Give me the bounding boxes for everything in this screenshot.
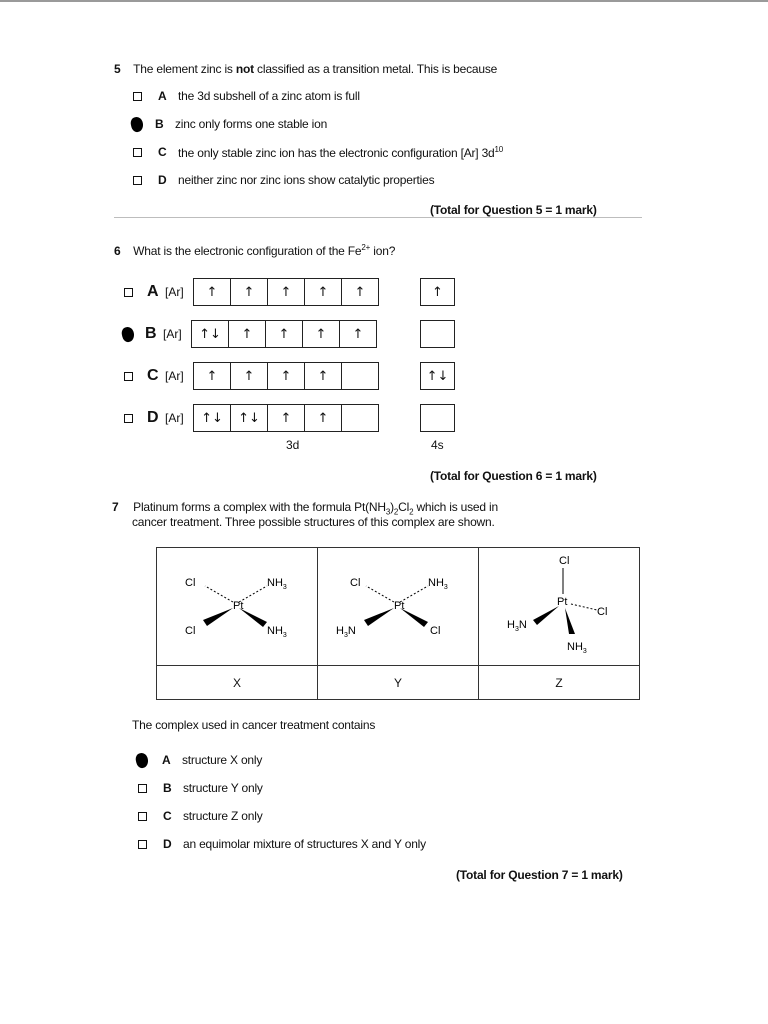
svg-text:Cl: Cl	[430, 625, 441, 637]
checkbox[interactable]	[133, 176, 142, 185]
question-7-stem-line2: cancer treatment. Three possible structures of this complex are shown.	[132, 515, 495, 529]
svg-text:Cl: Cl	[597, 606, 608, 618]
svg-text:NH3: $NH_3$	[428, 577, 448, 591]
checkbox-filled[interactable]	[121, 325, 136, 342]
svg-text:Cl: Cl	[185, 577, 196, 589]
top-border	[0, 0, 768, 2]
section-divider	[114, 217, 642, 218]
question-7-stem: 7 Platinum forms a complex with the formula $Pt(NH_3)_2Cl_2$ which is used in	[112, 500, 498, 517]
3d-orbitals: ↑ ↑ ↑ ↑ ↑	[193, 278, 379, 306]
3d-orbitals: ↑↓ ↑ ↑ ↑ ↑	[191, 320, 377, 348]
checkbox[interactable]	[124, 372, 133, 381]
structures-table	[156, 547, 640, 700]
q7-option-c[interactable]: C structure Z only	[138, 807, 263, 825]
svg-text:Pt: Pt	[557, 596, 568, 608]
checkbox[interactable]	[133, 92, 142, 101]
svg-text:NH3: $NH_3$	[567, 641, 587, 655]
q7-option-a[interactable]: A structure X only	[138, 751, 262, 769]
svg-text:Cl: Cl	[185, 625, 196, 637]
checkbox[interactable]	[138, 784, 147, 793]
checkbox[interactable]	[124, 414, 133, 423]
q6-option-d[interactable]: D [Ar] ↑↓ ↑↓ ↑ ↑	[124, 403, 379, 433]
label-3d: 3d	[286, 438, 300, 452]
svg-text:H3N: $H_3N$	[507, 619, 527, 633]
question-6-stem: 6 What is the electronic configuration of the $Fe^{2+}$ ion?	[114, 243, 396, 258]
svg-text:Pt: Pt	[233, 600, 244, 612]
q5-option-c[interactable]: C the only stable zinc ion has the electronic configuration [Ar] $3d^{10}$	[133, 143, 503, 161]
checkbox[interactable]	[138, 812, 147, 821]
checkbox-filled[interactable]	[135, 751, 150, 768]
structure-y	[318, 548, 479, 666]
4s-orbital-c: ↑↓	[420, 362, 455, 390]
structure-z	[479, 548, 640, 666]
question-number: 5	[114, 62, 121, 76]
q6-option-c[interactable]: C [Ar] ↑ ↑ ↑ ↑	[124, 361, 379, 391]
svg-text:Cl: Cl	[559, 555, 570, 567]
q7-total: (Total for Question 7 = 1 mark)	[456, 868, 623, 882]
svg-text:Pt: Pt	[394, 600, 405, 612]
svg-text:NH3: $NH_3$	[267, 577, 287, 591]
q5-total: (Total for Question 5 = 1 mark)	[430, 203, 597, 217]
q6-total: (Total for Question 6 = 1 mark)	[430, 469, 597, 483]
label-x: X	[157, 666, 318, 700]
q7-prompt: The complex used in cancer treatment contains	[132, 718, 376, 732]
checkbox[interactable]	[133, 148, 142, 157]
label-z: Z	[479, 666, 640, 700]
4s-orbital-a: ↑	[420, 278, 455, 306]
svg-text:Cl: Cl	[350, 577, 361, 589]
label-4s: 4s	[431, 438, 444, 452]
stem-text: The element zinc is not classified as a transition metal. This is because	[133, 62, 498, 76]
q5-option-b[interactable]: B zinc only forms one stable ion	[133, 115, 327, 133]
q7-option-d[interactable]: D an equimolar mixture of structures X and Y only	[138, 835, 426, 853]
label-y: Y	[318, 666, 479, 700]
4s-orbital-d	[420, 404, 455, 432]
3d-orbitals: ↑↓ ↑↓ ↑ ↑	[193, 404, 379, 432]
checkbox[interactable]	[138, 840, 147, 849]
structure-x	[157, 548, 318, 666]
4s-orbital-b	[420, 320, 455, 348]
checkbox[interactable]	[124, 288, 133, 297]
q5-option-d[interactable]: D neither zinc nor zinc ions show catalytic properties	[133, 171, 434, 189]
question-5-stem	[114, 60, 497, 78]
checkbox-filled[interactable]	[130, 115, 145, 132]
svg-text:NH3: $NH_3$	[267, 625, 287, 639]
q7-option-b[interactable]: B structure Y only	[138, 779, 263, 797]
3d-orbitals: ↑ ↑ ↑ ↑	[193, 362, 379, 390]
q6-option-a[interactable]: A [Ar] ↑ ↑ ↑ ↑ ↑	[124, 277, 379, 307]
q6-option-b[interactable]: B [Ar] ↑↓ ↑ ↑ ↑ ↑	[124, 319, 377, 349]
q5-option-a[interactable]: A the 3d subshell of a zinc atom is full	[133, 87, 360, 105]
svg-text:H3N: $H_3N$	[336, 625, 356, 639]
